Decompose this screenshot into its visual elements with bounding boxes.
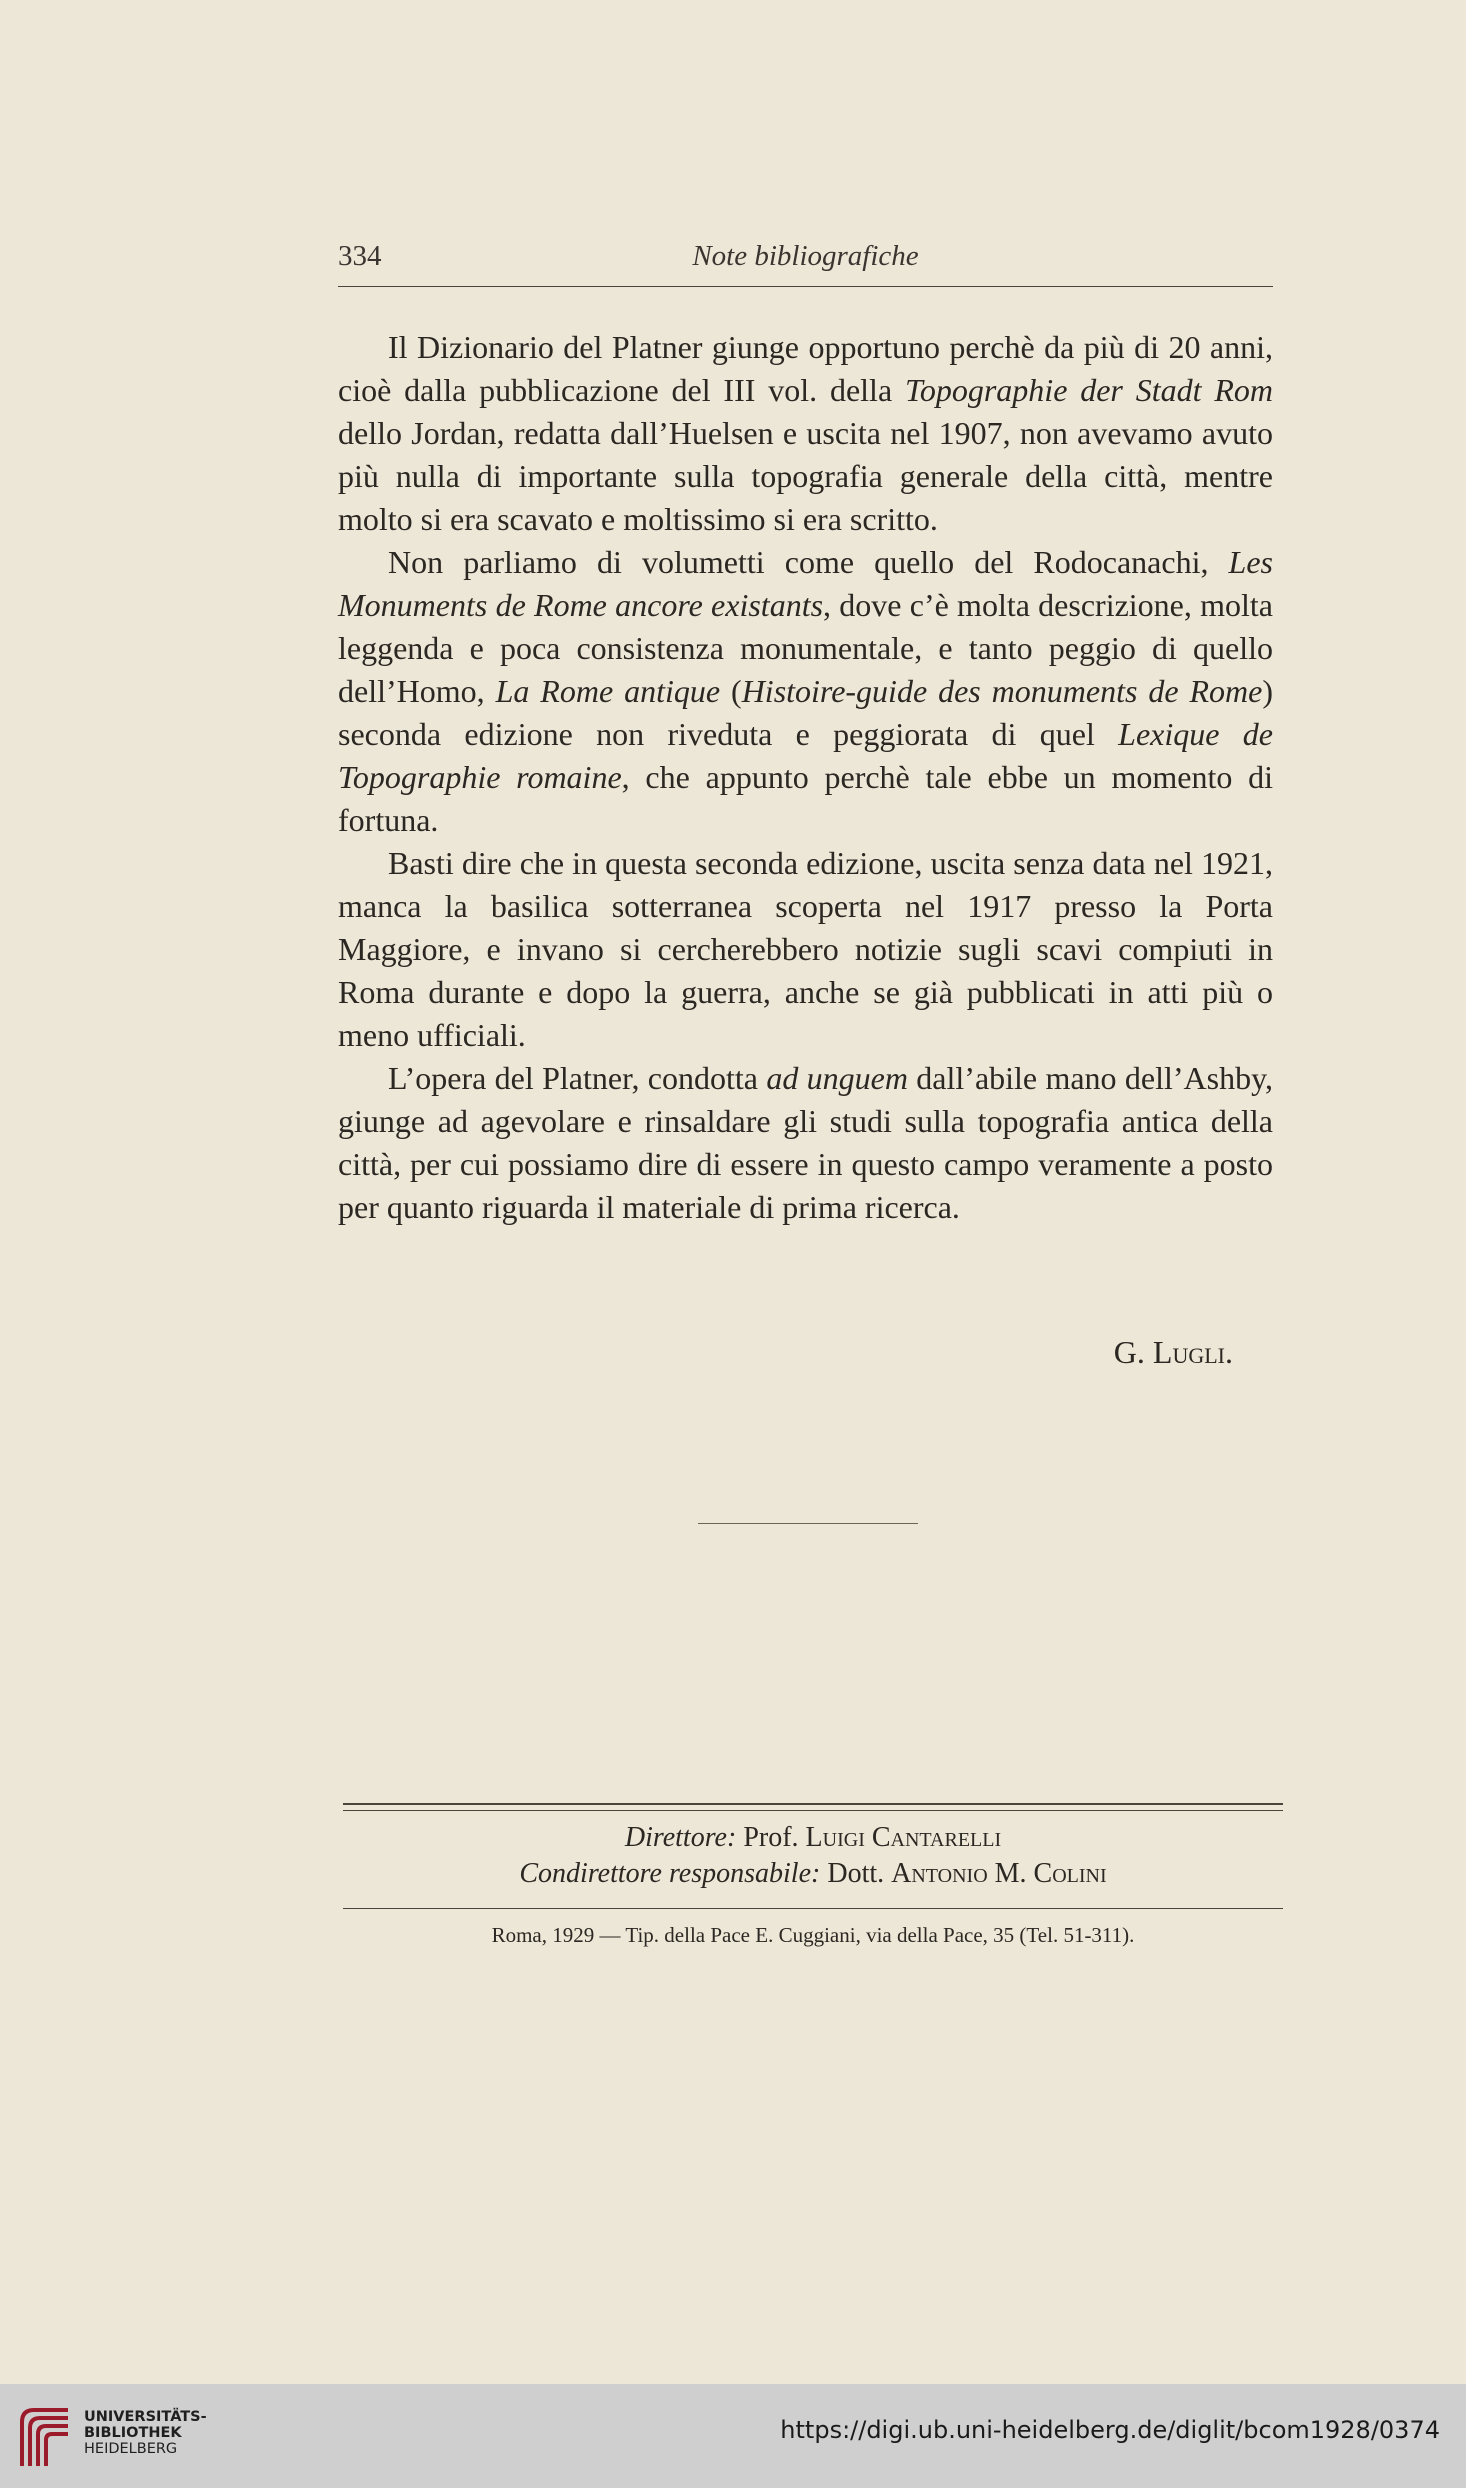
signature-name: Lugli.	[1152, 1334, 1233, 1370]
paragraph	[338, 842, 1273, 1057]
signature-initial: G.	[1113, 1334, 1145, 1370]
director-name: Luigi Cantarelli	[805, 1822, 1002, 1853]
imprint-double-rule-top	[343, 1803, 1283, 1805]
italic-title: Les Monuments de Rome ancore existants	[338, 544, 1273, 623]
article-body	[338, 326, 1273, 1229]
italic-title: Lexique de Topographie romaine	[338, 716, 1274, 795]
codirector-label: Condirettore responsabile:	[519, 1858, 821, 1889]
italic-title: Topographie der Stadt Rom	[904, 372, 1274, 408]
viewer-footer	[0, 2384, 1466, 2488]
italic-title: ad unguem	[766, 1060, 908, 1096]
library-line-2: BIBLIOTHEK	[84, 2425, 182, 2441]
paragraph	[338, 1057, 1273, 1229]
printer-line: Roma, 1929 — Tip. della Pace E. Cuggiani, via della Pace, 35 (Tel. 51-311).	[491, 1923, 1135, 1947]
library-line-1: UNIVERSITÄTS-	[84, 2409, 207, 2425]
text-run: Basti dire che in questa seconda edizione, uscita senza data nel 1921, manca la basilica sotterranea scoperta nel 1917 presso la Porta Maggiore, e invano si cercherebbero notizie sugli scavi compiuti in Roma durante e dopo la guerra, anche se già pubblicati in atti più o meno ufficiali.	[338, 845, 1273, 1053]
imprint-rule	[343, 1908, 1283, 1909]
text-run: Non parliamo di volumetti come quello del Rodocanachi,	[388, 544, 1229, 580]
italic-title: Histoire-guide des monuments de Rome	[741, 673, 1263, 709]
running-title: Note bibliografiche	[692, 240, 919, 272]
director-line	[343, 1822, 1283, 1854]
author-signature	[338, 1334, 1233, 1371]
library-logo-icon	[14, 2402, 76, 2472]
codirector-name: Antonio M. Colini	[891, 1858, 1107, 1889]
imprint-double-rule-bottom	[343, 1810, 1283, 1811]
codirector-title: Dott.	[827, 1858, 885, 1889]
text-run: dello Jordan, redatta dall’Huelsen e uscita nel 1907, non avevamo avuto più nulla di importante sulla topografia generale della città, mentre molto si era scavato e moltissimo si era scritto.	[338, 415, 1273, 537]
text-run: , che appunto perchè tale ebbe un momento di fortuna.	[338, 759, 1274, 838]
text-run: dall’abile mano dell’Ashby, giunge ad agevolare e rinsaldare gli studi sulla topografia antica della città, per cui possiamo dire di essere in questo campo veramente a posto per quanto riguarda il materiale di prima ricerca.	[338, 1060, 1274, 1225]
permalink-url[interactable]: https://digi.ub.uni-heidelberg.de/diglit/bcom1928/0374	[780, 2416, 1440, 2444]
text-run: , dove c’è molta descrizione, molta leggenda e poca consistenza monumentale, e tanto peggio di quello dell’Homo,	[338, 587, 1273, 709]
italic-title: La Rome antique	[495, 673, 721, 709]
text-run: Il Dizionario del Platner giunge opportuno perchè da più di 20 anni, cioè dalla pubblicazione del III vol. della	[338, 329, 1273, 408]
text-run: L’opera del Platner, condotta	[388, 1060, 767, 1096]
paragraph	[338, 326, 1273, 541]
text-run: (	[720, 673, 742, 709]
library-name	[84, 2409, 207, 2457]
library-line-3: HEIDELBERG	[84, 2441, 178, 2457]
director-label: Direttore:	[624, 1822, 737, 1853]
text-run: ) seconda edizione non riveduta e peggiorata di quel	[338, 673, 1274, 752]
section-separator	[698, 1523, 918, 1524]
page-header	[338, 240, 1273, 286]
page-number: 334	[338, 240, 382, 272]
director-title: Prof.	[743, 1822, 799, 1853]
header-rule	[338, 286, 1273, 287]
codirector-line	[343, 1858, 1283, 1890]
paragraph	[338, 541, 1273, 842]
